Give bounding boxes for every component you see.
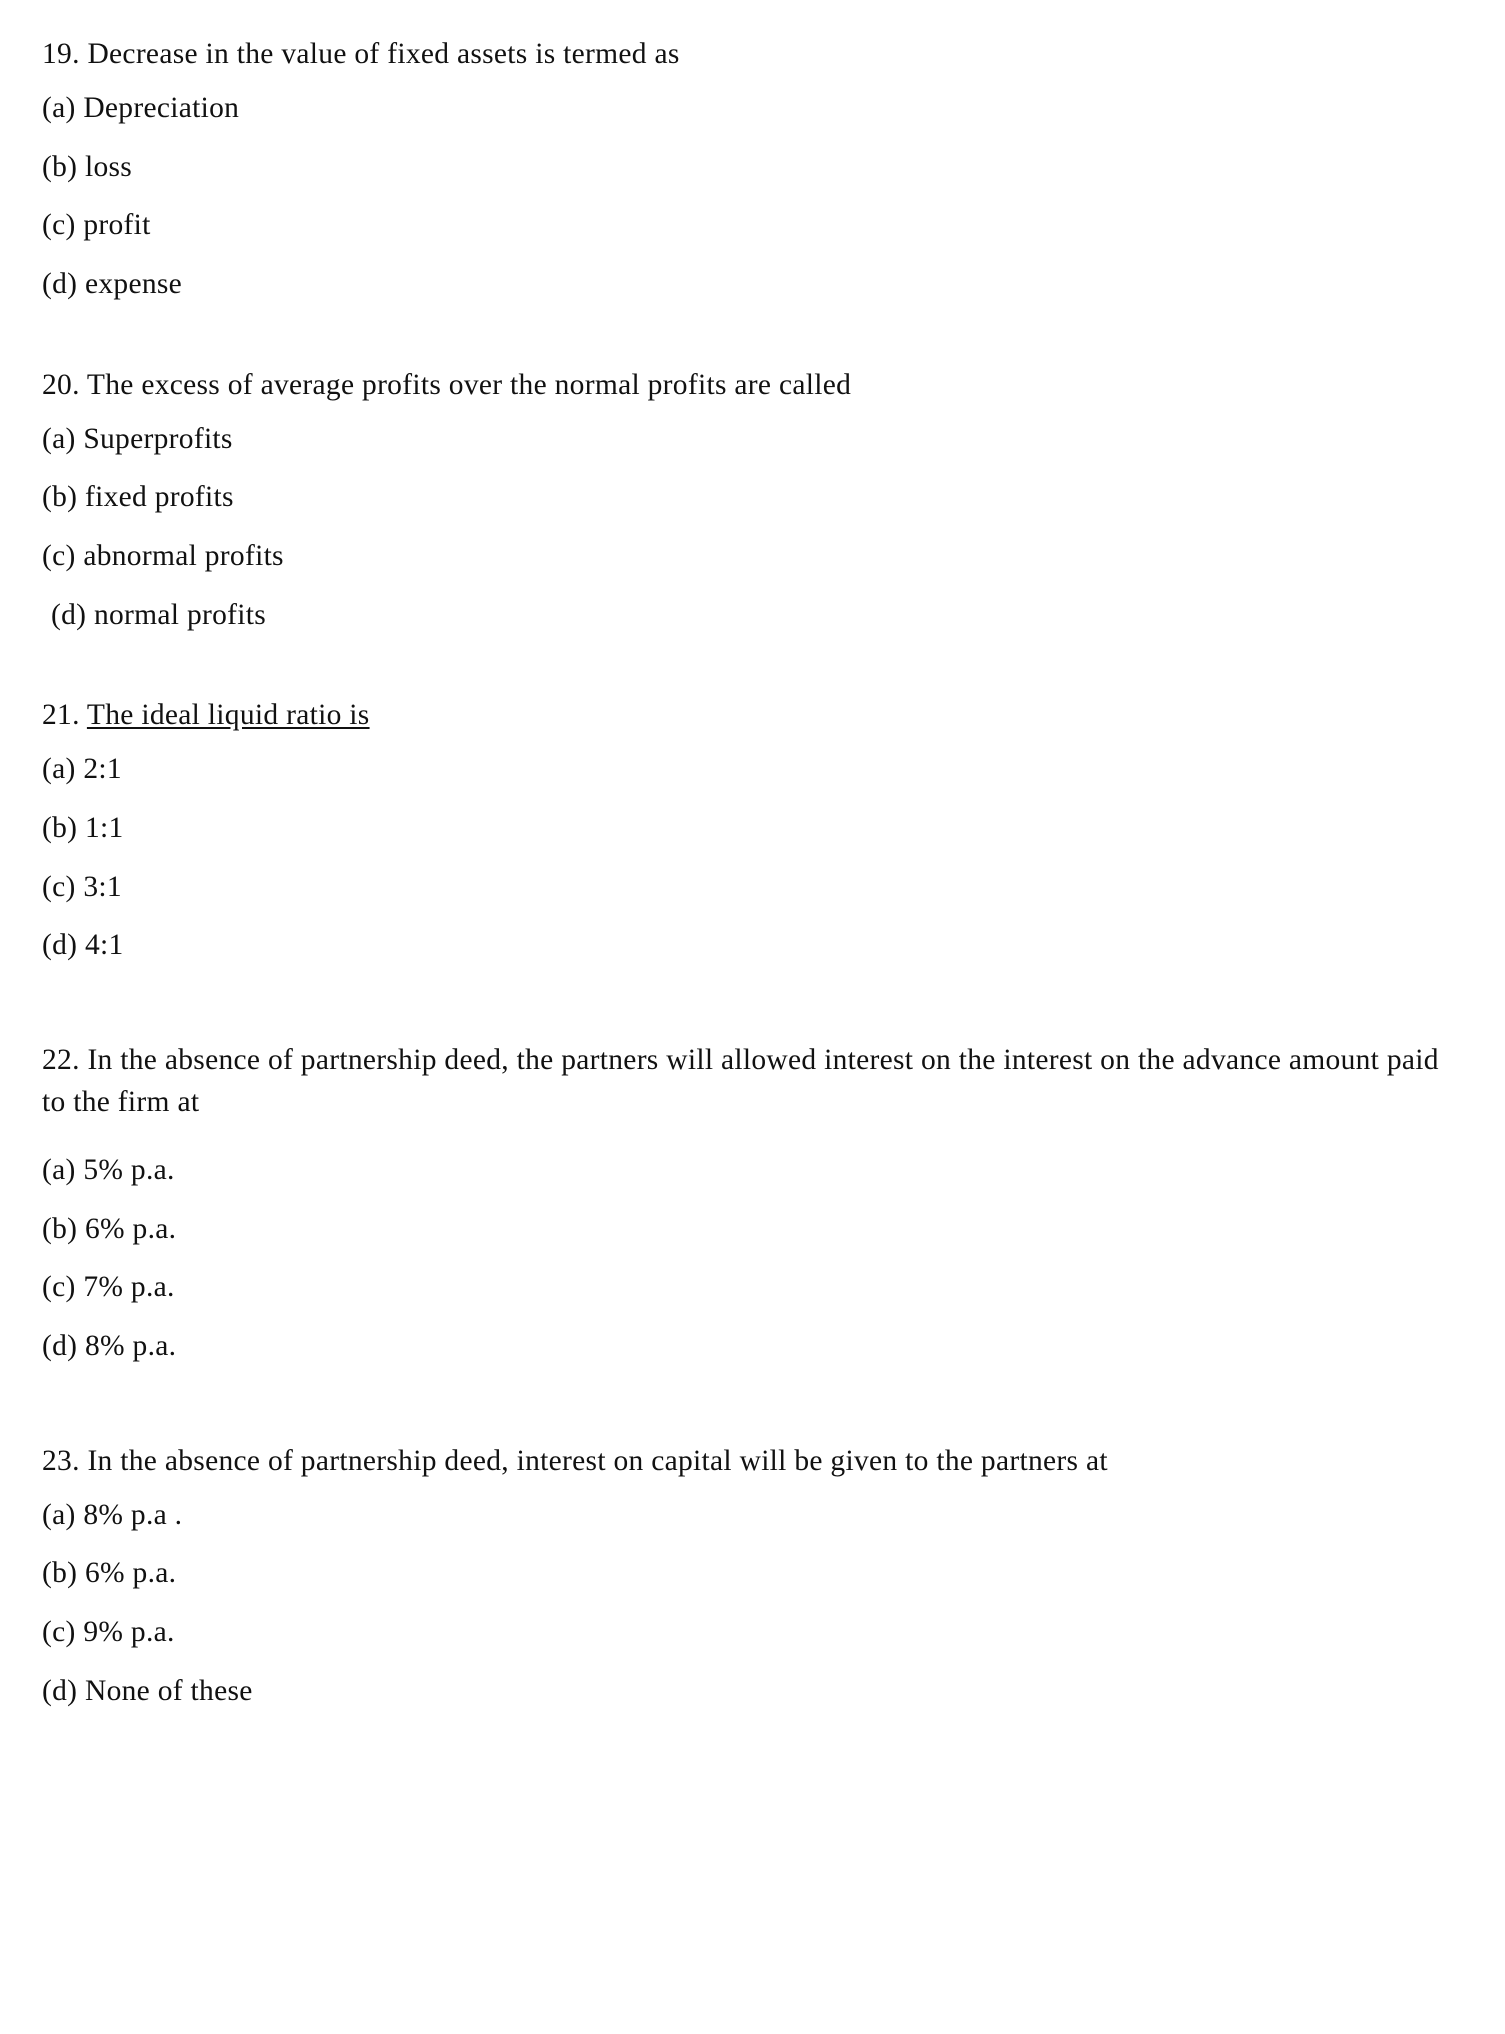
option-label-23-c: (c) xyxy=(42,1615,76,1648)
option-text-22-d: 8% p.a. xyxy=(84,1329,177,1362)
option-22-a[interactable] xyxy=(42,1150,1461,1191)
question-block-23 xyxy=(42,1441,1461,1712)
option-20-b[interactable] xyxy=(42,477,1461,518)
option-text-21-c: 3:1 xyxy=(83,870,122,903)
question-number-21: 21. xyxy=(42,699,80,732)
option-23-b[interactable] xyxy=(42,1553,1461,1594)
option-21-b[interactable] xyxy=(42,808,1461,849)
question-options-spacer xyxy=(42,1136,1461,1150)
option-20-d[interactable] xyxy=(42,595,1461,636)
question-block-22 xyxy=(42,1040,1461,1367)
option-19-a[interactable] xyxy=(42,88,1461,129)
option-21-a[interactable] xyxy=(42,749,1461,790)
option-label-19-d: (d) xyxy=(42,267,78,300)
option-19-c[interactable] xyxy=(42,205,1461,246)
question-text-20 xyxy=(42,365,1461,407)
question-text-21 xyxy=(42,695,1461,737)
option-text-22-a: 5% p.a. xyxy=(83,1153,175,1186)
option-text-23-b: 6% p.a. xyxy=(84,1557,177,1590)
option-23-c[interactable] xyxy=(42,1612,1461,1653)
question-block-20 xyxy=(42,365,1461,636)
option-label-20-c: (c) xyxy=(42,539,76,572)
option-label-21-d: (d) xyxy=(42,929,78,962)
option-label-21-b: (b) xyxy=(42,811,78,844)
option-label-22-c: (c) xyxy=(42,1271,76,1304)
option-text-22-b: 6% p.a. xyxy=(84,1212,177,1245)
question-stem-20: The excess of average profits over the normal profits are called xyxy=(86,368,852,401)
question-stem-19: Decrease in the value of fixed assets is termed as xyxy=(87,38,680,70)
option-22-c[interactable] xyxy=(42,1267,1461,1308)
option-text-23-a: 8% p.a . xyxy=(83,1498,183,1531)
option-label-21-c: (c) xyxy=(42,870,76,903)
option-21-c[interactable] xyxy=(42,867,1461,908)
option-text-19-d: expense xyxy=(84,267,183,300)
option-23-a[interactable] xyxy=(42,1495,1461,1536)
option-20-a[interactable] xyxy=(42,419,1461,460)
option-label-19-b: (b) xyxy=(42,150,78,183)
option-text-19-a: Depreciation xyxy=(83,91,240,124)
option-text-22-c: 7% p.a. xyxy=(83,1271,175,1304)
option-label-22-b: (b) xyxy=(42,1212,78,1245)
block-spacer xyxy=(42,1000,1461,1040)
option-label-20-a: (a) xyxy=(42,422,76,455)
option-19-d[interactable] xyxy=(42,264,1461,305)
question-stem-21: The ideal liquid ratio is xyxy=(86,699,370,732)
option-text-19-b: loss xyxy=(84,150,133,183)
option-label-19-c: (c) xyxy=(42,209,76,242)
option-label-23-a: (a) xyxy=(42,1498,76,1531)
option-text-23-c: 9% p.a. xyxy=(83,1615,175,1648)
option-21-d[interactable] xyxy=(42,925,1461,966)
question-block-19 xyxy=(42,34,1461,305)
option-label-21-a: (a) xyxy=(42,753,76,786)
option-label-19-a: (a) xyxy=(42,91,76,124)
option-text-23-d: None of these xyxy=(84,1674,253,1707)
option-text-21-a: 2:1 xyxy=(83,753,122,786)
block-spacer xyxy=(42,1401,1461,1441)
option-text-19-c: profit xyxy=(83,209,151,242)
option-22-d[interactable] xyxy=(42,1326,1461,1367)
option-label-23-b: (b) xyxy=(42,1557,78,1590)
option-label-20-b: (b) xyxy=(42,481,78,514)
question-text-22 xyxy=(42,1040,1461,1124)
option-text-21-d: 4:1 xyxy=(84,929,124,962)
question-block-21 xyxy=(42,695,1461,966)
option-20-c[interactable] xyxy=(42,536,1461,577)
option-text-20-d: normal profits xyxy=(93,598,267,631)
option-label-20-d: (d) xyxy=(51,598,87,631)
option-text-20-b: fixed profits xyxy=(84,481,234,514)
block-spacer xyxy=(42,339,1461,365)
option-label-23-d: (d) xyxy=(42,1674,78,1707)
option-label-22-a: (a) xyxy=(42,1153,76,1186)
question-number-23: 23. xyxy=(42,1444,80,1477)
option-23-d[interactable] xyxy=(42,1671,1461,1712)
option-label-22-d: (d) xyxy=(42,1329,78,1362)
question-number-19: 19. xyxy=(42,38,80,70)
option-text-21-b: 1:1 xyxy=(84,811,124,844)
option-19-b[interactable] xyxy=(42,147,1461,188)
question-text-19 xyxy=(42,34,1461,76)
option-text-20-a: Superprofits xyxy=(83,422,233,455)
question-stem-23: In the absence of partnership deed, interest on capital will be given to the partners at xyxy=(87,1444,1108,1477)
option-text-20-c: abnormal profits xyxy=(83,539,284,572)
question-number-20: 20. xyxy=(42,368,80,401)
question-stem-22: In the absence of partnership deed, the partners will allowed interest on the interest on the advance amount paid to the firm at xyxy=(42,1044,1439,1118)
question-number-22: 22. xyxy=(42,1044,80,1077)
block-spacer xyxy=(42,669,1461,695)
question-text-23 xyxy=(42,1441,1461,1483)
option-22-b[interactable] xyxy=(42,1209,1461,1250)
